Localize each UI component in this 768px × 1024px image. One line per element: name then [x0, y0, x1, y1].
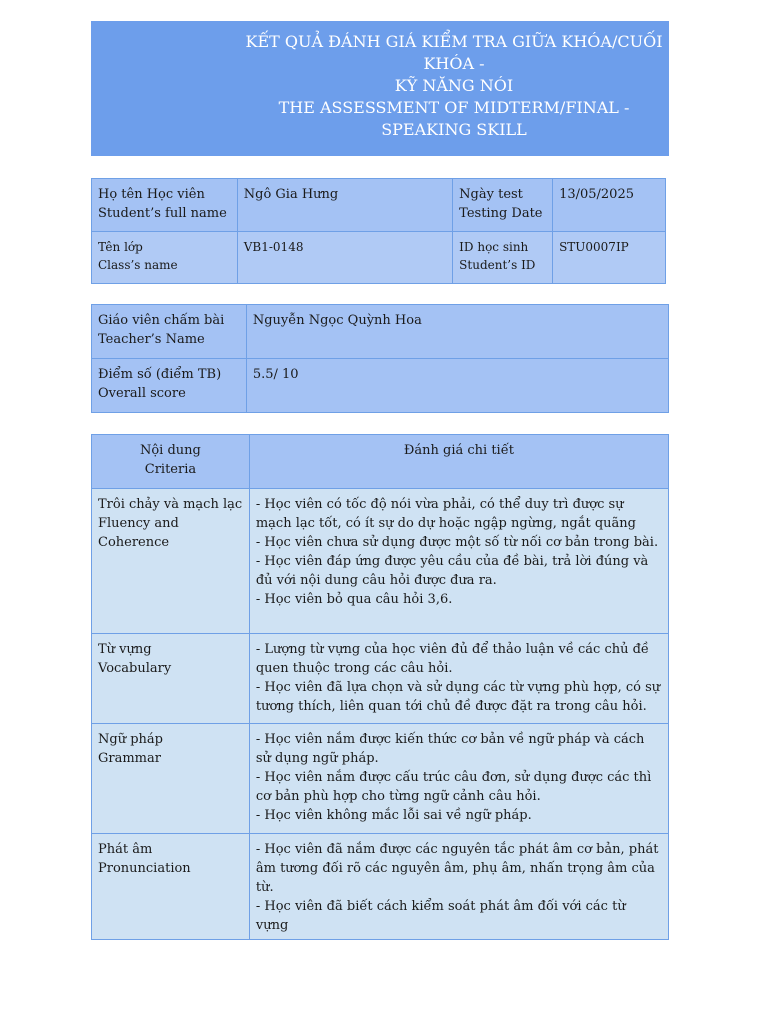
detail-header: Đánh giá chi tiết	[249, 435, 668, 489]
teacher-name-value: Nguyễn Ngọc Quỳnh Hoa	[246, 305, 668, 359]
testing-date-value: 13/05/2025	[553, 179, 666, 232]
report-header	[91, 21, 669, 156]
criteria-label-vocabulary: Từ vựng Vocabulary	[92, 634, 250, 724]
student-info-table	[91, 178, 666, 284]
criteria-label-fluency: Trôi chảy và mạch lạc Fluency and Coherence	[92, 489, 250, 634]
teacher-score-table	[91, 304, 669, 413]
criteria-header: Nội dung Criteria	[92, 435, 250, 489]
criteria-detail-pronunciation: - Học viên đã nắm được các nguyên tắc phát âm cơ bản, phát âm tương đối rõ các nguyên âm, phụ âm, nhấn trọng âm của từ. - Học viên đã biết cách kiểm soát phát âm đối với các từ vựng	[249, 834, 668, 940]
criteria-label-pronunciation: Phát âm Pronunciation	[92, 834, 250, 940]
class-name-label: Tên lớp Class’s name	[92, 232, 238, 284]
teacher-name-label: Giáo viên chấm bài Teacher’s Name	[92, 305, 247, 359]
overall-score-value: 5.5/ 10	[246, 359, 668, 413]
criteria-label-grammar: Ngữ pháp Grammar	[92, 724, 250, 834]
testing-date-label: Ngày test Testing Date	[453, 179, 553, 232]
criteria-detail-grammar: - Học viên nắm được kiến thức cơ bản về ngữ pháp và cách sử dụng ngữ pháp. - Học viên nắm được cấu trúc câu đơn, sử dụng được các thì cơ bản phù hợp cho từng ngữ cảnh câu hỏi. - Học viên không mắc lỗi sai về ngữ pháp.	[249, 724, 668, 834]
criteria-table	[91, 434, 669, 940]
student-id-value: STU0007IP	[553, 232, 666, 284]
student-name-label: Họ tên Học viên Student’s full name	[92, 179, 238, 232]
title-line: KHÓA -	[423, 54, 485, 73]
report-title	[241, 31, 667, 141]
student-name-value: Ngô Gia Hưng	[237, 179, 452, 232]
title-line: KỸ NĂNG NÓI	[394, 76, 514, 95]
title-line: THE ASSESSMENT OF MIDTERM/FINAL -	[278, 98, 630, 117]
criteria-detail-vocabulary: - Lượng từ vựng của học viên đủ để thảo luận về các chủ đề quen thuộc trong các câu hỏi. - Học viên đã lựa chọn và sử dụng các từ vựng phù hợp, có sự tương thích, liên quan tới chủ đề được đặt ra trong câu hỏi.	[249, 634, 668, 724]
overall-score-label: Điểm số (điểm TB) Overall score	[92, 359, 247, 413]
title-line: SPEAKING SKILL	[381, 120, 527, 139]
class-name-value: VB1-0148	[237, 232, 452, 284]
criteria-detail-fluency: - Học viên có tốc độ nói vừa phải, có thể duy trì được sự mạch lạc tốt, có ít sự do dự hoặc ngập ngừng, ngắt quãng - Học viên chưa sử dụng được một số từ nối cơ bản trong bài. - Học viên đáp ứng được yêu cầu của đề bài, trả lời đúng và đủ với nội dung câu hỏi được đưa ra. - Học viên bỏ qua câu hỏi 3,6.	[249, 489, 668, 634]
student-id-label: ID học sinh Student’s ID	[453, 232, 553, 284]
title-line: KẾT QUẢ ĐÁNH GIÁ KIỂM TRA GIỮA KHÓA/CUỐI	[245, 32, 663, 51]
